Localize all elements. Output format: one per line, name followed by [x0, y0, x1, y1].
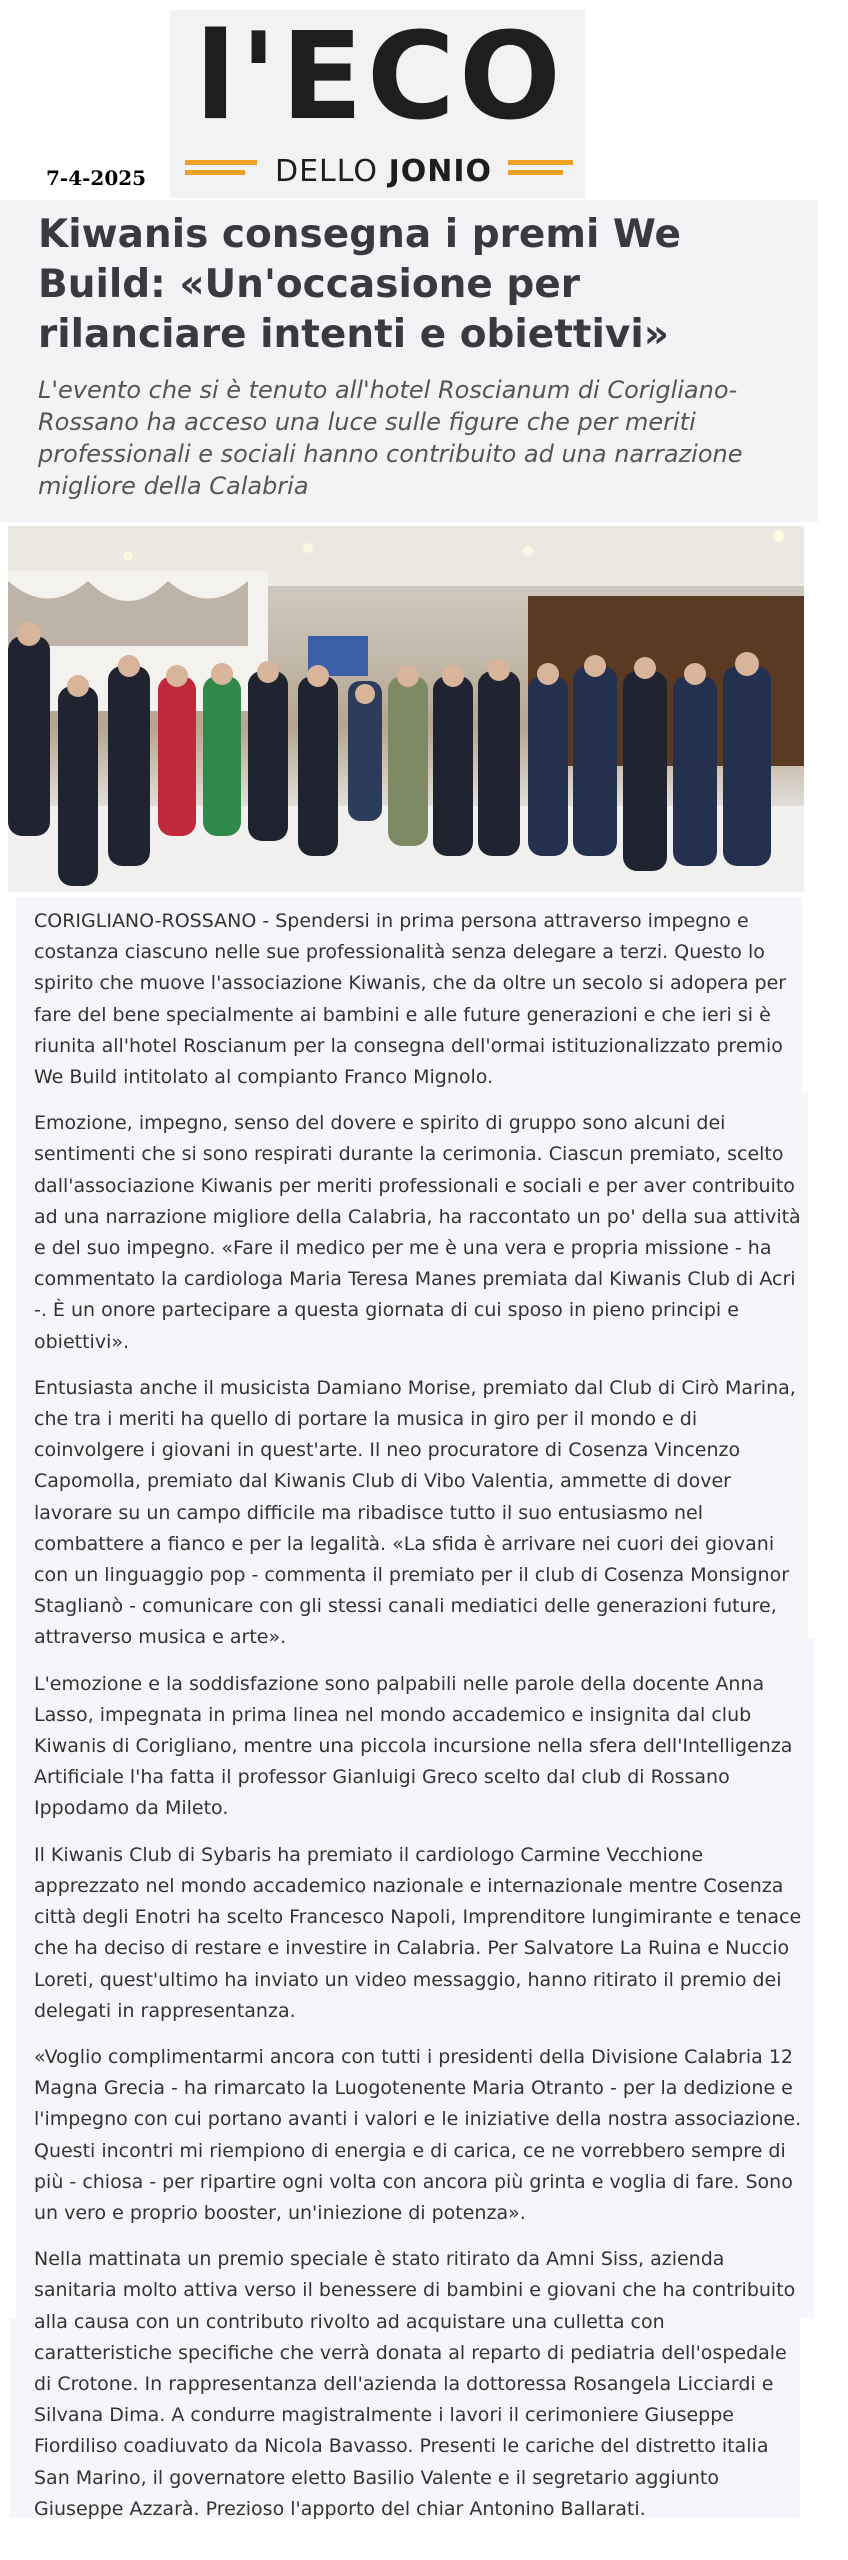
publication-date: 7-4-2025	[46, 166, 147, 190]
article-paragraph-4: L'emozione e la soddisfazione sono palpabili nelle parole della docente Anna Lasso, impegnata in prima linea nel mondo accademico e insignita dal club Kiwanis di Corigliano, mentre una piccola incursione nella sfera dell'Intelligenza Artificiale l'ha fatta il professor Gianluigi Greco scelto dal club di Rossano Ippodamo da Mileto.	[34, 1672, 793, 1820]
article-title: Kiwanis consegna i premi We Build: «Un'occasione per rilanciare intenti e obiettivi»	[38, 212, 681, 357]
masthead-logo	[170, 10, 585, 198]
logo-sub-bold: JONIO	[388, 154, 493, 189]
logo-stripe-right-low	[508, 170, 563, 175]
logo-stripe-left	[185, 160, 257, 165]
logo-stripe-right	[508, 160, 573, 165]
group-photo-illustration	[8, 526, 804, 892]
logo-stripe-left-low	[185, 170, 245, 175]
article-paragraph-6: «Voglio complimentarmi ancora con tutti i presidenti della Divisione Calabria 12 Magna Grecia - ha rimarcato la Luogotenente Maria Otranto - per la dedizione e l'impegno con cui portano avanti i valori e le iniziative della nostra associazione. Questi incontri mi riempiono di energia e di carica, ce ne vorrebbero sempre di più - chiosa - per ripartire ogni volta con ancora più grinta e voglia di fare. Sono un vero e proprio booster, un'iniezione di potenza».	[34, 2045, 802, 2224]
article-paragraph-1: CORIGLIANO-ROSSANO - Spendersi in prima persona attraverso impegno e costanza ciascuno nelle sue professionalità senza delegare a terzi. Questo lo spirito che muove l'associazione Kiwanis, che da oltre un secolo si adopera per fare del bene specialmente ai bambini e alle future generazioni e che ieri si è riunita all'hotel Roscianum per la consegna dell'ormai istituzionalizzato premio We Build intitolato al compianto Franco Mignolo.	[34, 910, 787, 1089]
logo-wordmark: l'ECO	[195, 8, 565, 147]
logo-subtitle	[275, 154, 493, 189]
article-paragraph-3: Entusiasta anche il musicista Damiano Morise, premiato dal Club di Cirò Marina, che tra i meriti ha quello di portare la musica in giro per il mondo e di coinvolgere i giovani in quest'arte. Il neo procuratore di Cosenza Vincenzo Capomolla, premiato dal Kiwanis Club di Vibo Valentia, ammette di dover lavorare su un campo difficile ma ribadisce tutto il suo entusiasmo nel combattere a fianco e per la legalità. «La sfida è arrivare nei cuori dei giovani con un linguaggio pop - commenta il premiato per il club di Cosenza Monsignor Staglianò - comunicare con gli stessi canali mediatici delle generazioni future, attraverso musica e arte».	[34, 1376, 796, 1649]
logo-sub-prefix: DELLO	[275, 154, 389, 189]
article-body	[34, 906, 804, 2540]
article-subtitle: L'evento che si è tenuto all'hotel Roscianum di Corigliano-Rossano ha acceso una luce sulle figure che per meriti professionali e sociali hanno contribuito ad una narrazione migliore della Calabria	[38, 376, 743, 500]
article-paragraph-2: Emozione, impegno, senso del dovere e spirito di gruppo sono alcuni dei sentimenti che si sono respirati durante la cerimonia. Ciascun premiato, scelto dall'associazione Kiwanis per meriti professionali e sociali e per aver contribuito ad una narrazione migliore della Calabria, ha raccontato un po' della sua attività e del suo impegno. «Fare il medico per me è una vera e propria missione - ha commentato la cardiologa Maria Teresa Manes premiata dal Kiwanis Club di Acri -. È un onore partecipare a questa giornata di cui sposo in pieno principi e obiettivi».	[34, 1112, 801, 1353]
article-paragraph-7: Nella mattinata un premio speciale è stato ritirato da Amni Siss, azienda sanitaria molto attiva verso il benessere di bambini e giovani che ha contribuito alla causa con un contributo rivolto ad acquistare una culletta con caratteristiche specifiche che verrà donata al reparto di pediatria dell'ospedale di Crotone. In rappresentanza dell'azienda la dottoressa Rosangela Licciardi e Silvana Dima. A condurre magistralmente i lavori il cerimoniere Giuseppe Fiordiliso coadiuvato da Nicola Bavasso. Presenti le cariche del distretto italia San Marino, il governatore eletto Basilio Valente e il segretario aggiunto Giuseppe Azzarà. Prezioso l'apporto del chiar Antonino Ballarati.	[34, 2248, 796, 2520]
article-paragraph-5: Il Kiwanis Club di Sybaris ha premiato il cardiologo Carmine Vecchione apprezzato nel mondo accademico nazionale e internazionale mentre Cosenza città degli Enotri ha scelto Francesco Napoli, Imprenditore lungimirante e tenace che ha deciso di restare e investire in Calabria. Per Salvatore La Ruina e Nuccio Loreti, quest'ultimo ha inviato un video messaggio, hanno ritirato il premio dei delegati in rappresentanza.	[34, 1843, 802, 2022]
article-photo	[8, 526, 804, 892]
